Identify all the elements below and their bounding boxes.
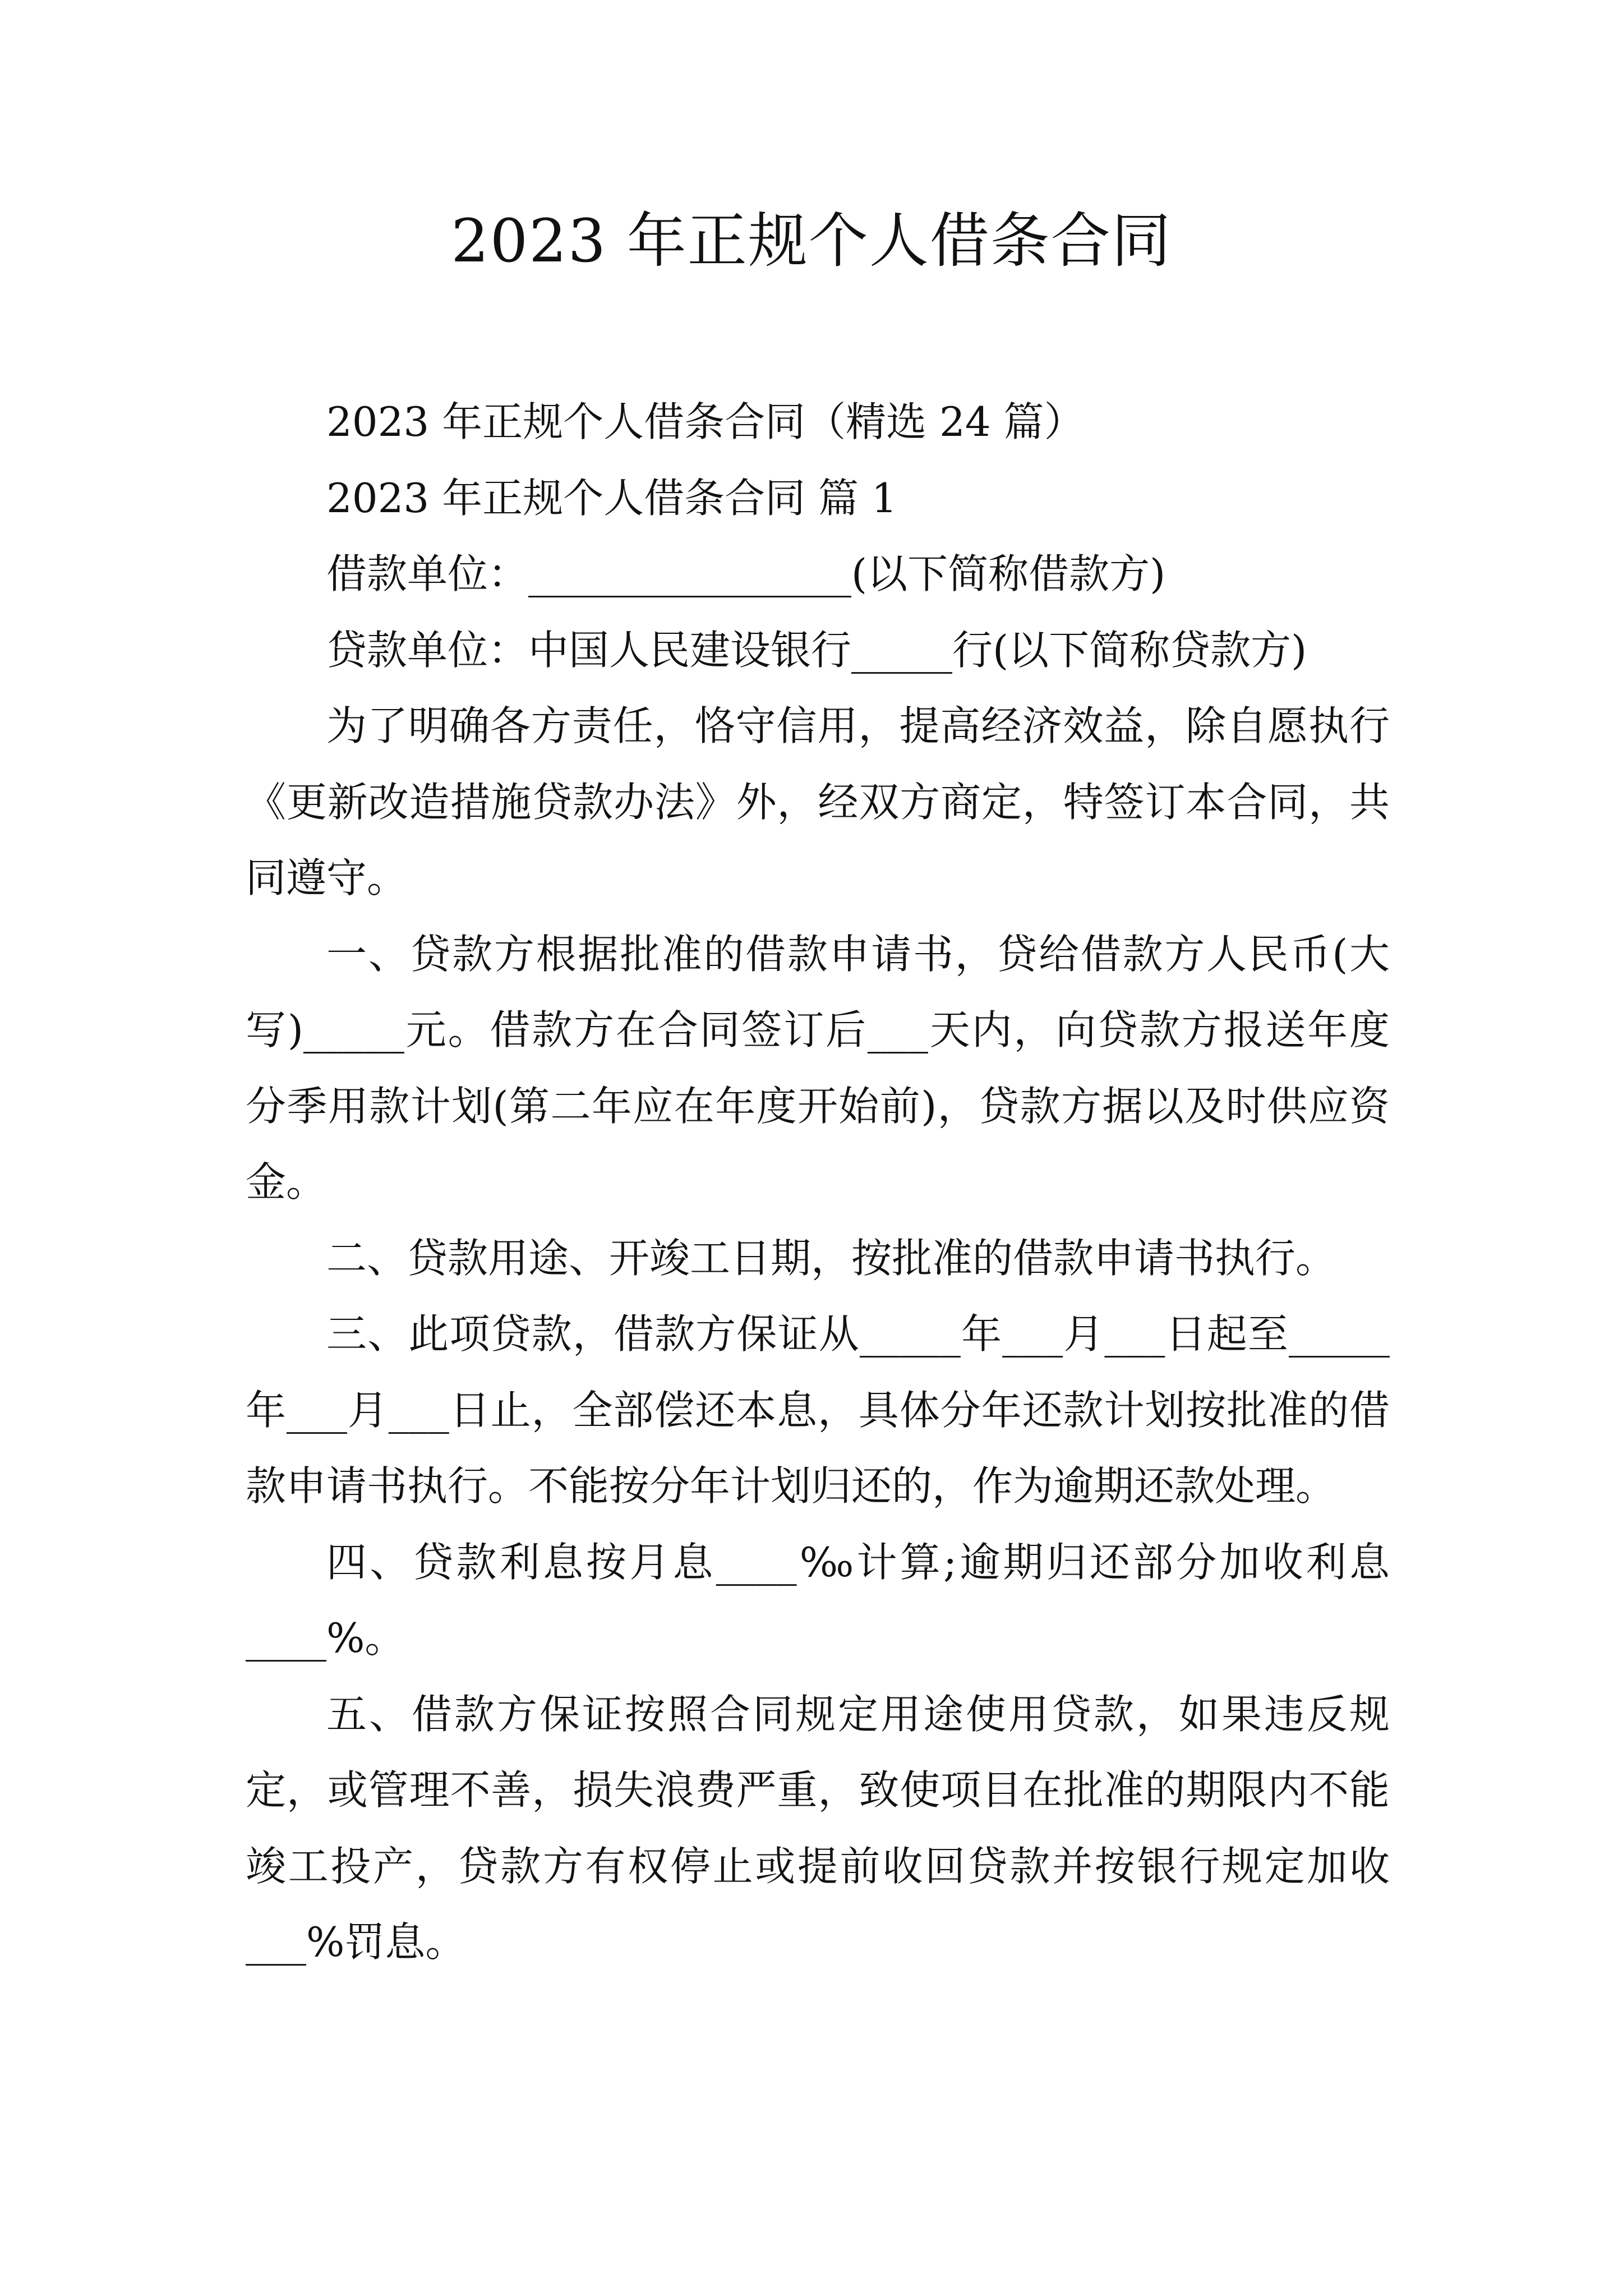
paragraph-clause-5: 五、借款方保证按照合同规定用途使用贷款，如果违反规定，或管理不善，损失浪费严重，致使项目在批准的期限内不能竣工投产，贷款方有权停止或提前收回贷款并按银行规定加收___%罚息。 <box>246 1690 1390 1966</box>
paragraph-lender: 贷款单位：中国人民建设银行_____行(以下简称贷款方) <box>326 626 1307 674</box>
paragraph-subtitle: 2023 年正规个人借条合同（精选 24 篇） <box>326 398 1085 445</box>
paragraph-clause-1: 一、贷款方根据批准的借款申请书，贷给借款方人民币(大写)_____元。借款方在合同签订后___天内，向贷款方报送年度分季用款计划(第二年应在年度开始前)，贷款方据以及时供应资金。 <box>246 930 1390 1205</box>
paragraph-clause-4: 四、贷款利息按月息____‰计算;逾期归还部分加收利息____%。 <box>246 1538 1390 1662</box>
paragraph-clause-2: 二、贷款用途、开竣工日期，按批准的借款申请书执行。 <box>326 1234 1336 1282</box>
paragraph-borrower: 借款单位：________________(以下简称借款方) <box>326 550 1166 597</box>
paragraph-clause-3: 三、此项贷款，借款方保证从_____年___月___日起至_____年___月___日止，全部偿还本息，具体分年还款计划按批准的借款申请书执行。不能按分年计划归还的，作为逾期还款处理。 <box>246 1310 1390 1510</box>
document-body <box>246 384 1390 1981</box>
paragraph-section-heading: 2023 年正规个人借条合同 篇 1 <box>326 474 897 522</box>
paragraph-preamble: 为了明确各方责任，恪守信用，提高经济效益，除自愿执行《更新改造措施贷款办法》外，经双方商定，特签订本合同，共同遵守。 <box>246 702 1390 901</box>
document-title: 2023 年正规个人借条合同 <box>451 206 1172 275</box>
